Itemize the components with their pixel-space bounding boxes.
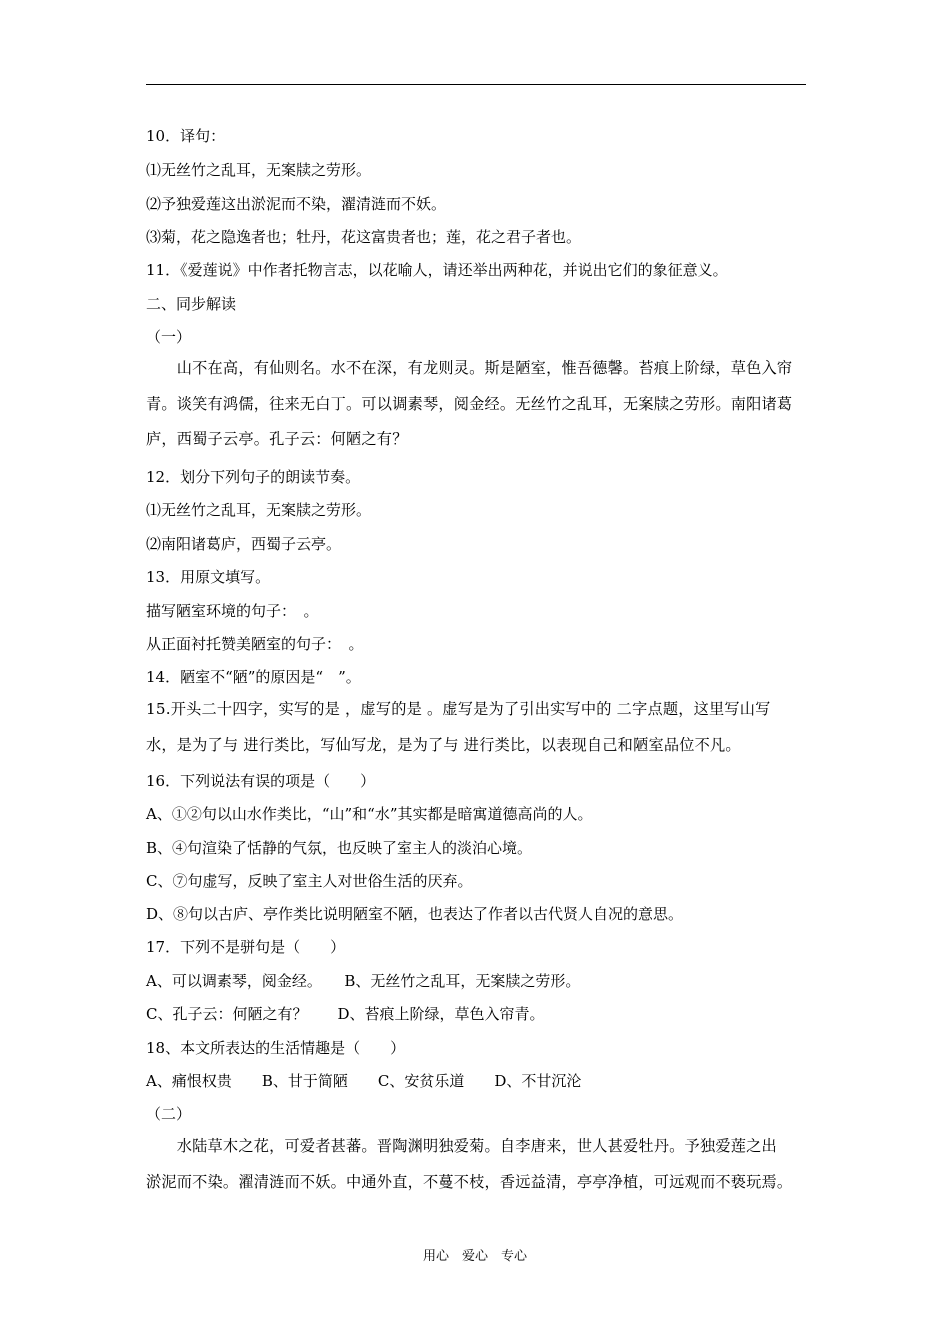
passage-one-line: 青。谈笑有鸿儒，往来无白丁。可以调素琴，阅金经。无丝竹之乱耳，无案牍之劳形。南阳诸葛 — [146, 394, 793, 413]
question-17-options-ab: A、可以调素琴，阅金经。 B、无丝竹之乱耳，无案牍之劳形。 — [146, 972, 581, 990]
question-16-option-b: B、④句渲染了恬静的气氛，也反映了室主人的淡泊心境。 — [146, 839, 533, 857]
part-one-label: （一） — [146, 328, 192, 346]
passage-one — [146, 351, 808, 458]
question-15 — [146, 692, 808, 763]
question-12-item-2: ⑵南阳诸葛庐，西蜀子云亭。 — [146, 535, 342, 553]
question-10-item-2: ⑵予独爱莲这出淤泥而不染，濯清涟而不妖。 — [146, 195, 447, 213]
question-16-option-a: A、①②句以山水作类比，“山”和“水”其实都是暗寓道德高尚的人。 — [146, 805, 593, 823]
passage-two — [146, 1129, 808, 1200]
question-11: 11．《爱莲说》中作者托物言志，以花喻人，请还举出两种花，并说出它们的象征意义。 — [146, 261, 728, 279]
question-18-options: A、痛恨权贵 B、甘于简陋 C、安贫乐道 D、不甘沉沦 — [146, 1072, 582, 1090]
header-rule — [146, 84, 806, 85]
question-10-item-3: ⑶菊，花之隐逸者也；牡丹，花这富贵者也；莲，花之君子者也。 — [146, 228, 582, 246]
question-16-option-d: D、⑧句以古庐、亭作类比说明陋室不陋，也表达了作者以古代贤人自况的意思。 — [146, 905, 684, 923]
question-17: 17．下列不是骈句是（ ） — [146, 938, 346, 956]
passage-one-line: 山不在高，有仙则名。水不在深，有龙则灵。斯是陋室，惟吾德馨。苔痕上阶绿，草色入帘 — [146, 359, 793, 377]
page-footer: 用心 爱心 专心 — [422, 1249, 527, 1264]
question-16-option-c: C、⑦句虚写，反映了室主人对世俗生活的厌弃。 — [146, 872, 473, 890]
question-18: 18、本文所表达的生活情趣是（ ） — [146, 1039, 406, 1057]
question-12-item-1: ⑴无丝竹之乱耳，无案牍之劳形。 — [146, 501, 372, 519]
section-heading: 二、同步解读 — [146, 295, 237, 313]
question-14: 14．陋室不“陋”的原因是“ ”。 — [146, 668, 361, 686]
part-two-label: （二） — [146, 1105, 192, 1123]
question-12: 12．划分下列句子的朗读节奏。 — [146, 468, 361, 486]
question-15-line: 15.开头二十四字，实写的是 ，虚写的是 。虚写是为了引出实写中的 二字点题，这里写山写 — [146, 700, 771, 718]
question-16: 16．下列说法有误的项是（ ） — [146, 772, 376, 790]
passage-two-line: 水陆草木之花，可爱者甚蕃。晋陶渊明独爱菊。自李唐来，世人甚爱牡丹。予独爱莲之出 — [146, 1137, 777, 1155]
question-10-item-1: ⑴无丝竹之乱耳，无案牍之劳形。 — [146, 161, 372, 179]
question-13-item-2: 从正面衬托赞美陋室的句子： 。 — [146, 635, 364, 653]
passage-one-line: 庐，西蜀子云亭。孔子云：何陋之有？ — [146, 430, 408, 448]
question-13: 13．用原文填写。 — [146, 568, 271, 586]
question-17-options-cd: C、孔子云：何陋之有？ D、苔痕上阶绿，草色入帘青。 — [146, 1005, 545, 1023]
passage-two-line: 淤泥而不染。濯清涟而不妖。中通外直，不蔓不枝，香远益清，亭亭净植，可远观而不亵玩焉。 — [146, 1172, 793, 1191]
question-13-item-1: 描写陋室环境的句子： 。 — [146, 602, 319, 620]
question-15-line: 水，是为了与 进行类比，写仙写龙，是为了与 进行类比，以表现自己和陋室品位不凡。 — [146, 735, 741, 754]
question-10-heading: 10．译句： — [146, 127, 226, 145]
